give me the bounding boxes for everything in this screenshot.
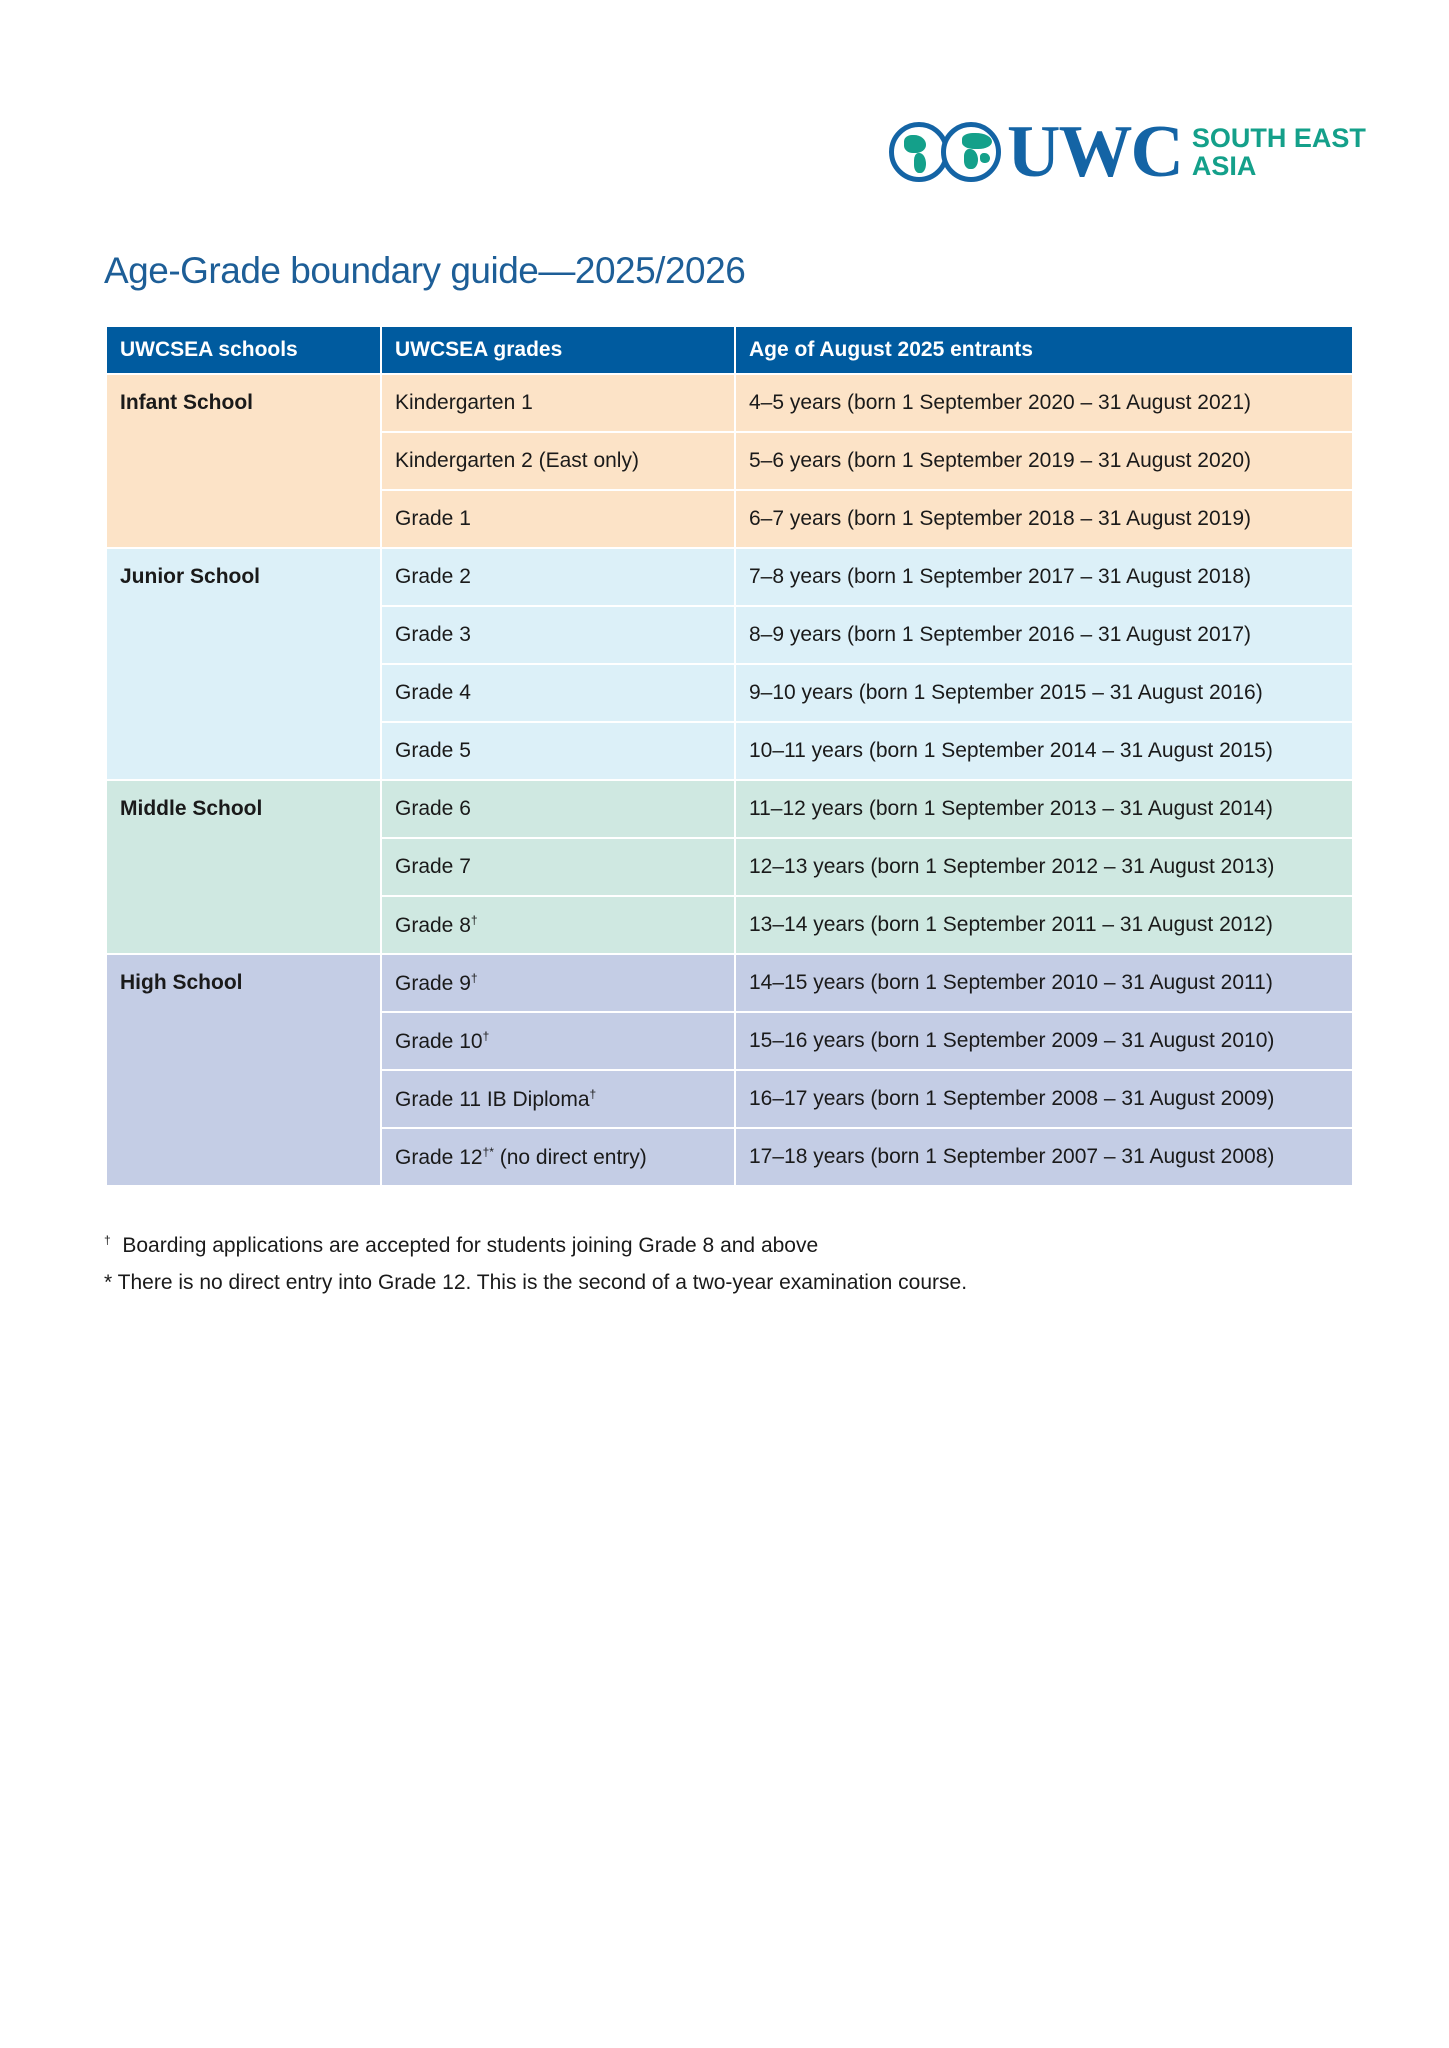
age-cell: 5–6 years (born 1 September 2019 – 31 August 2020)	[735, 432, 1353, 490]
table-header-row	[106, 326, 1353, 374]
grade-cell	[381, 374, 735, 432]
header-age: Age of August 2025 entrants	[735, 326, 1353, 374]
header-schools: UWCSEA schools	[106, 326, 381, 374]
grade-cell	[381, 606, 735, 664]
age-grade-table	[105, 325, 1354, 1187]
school-cell: Infant School	[106, 374, 381, 548]
grade-suffix: (no direct entry)	[493, 1145, 647, 1169]
table-row	[106, 548, 1353, 606]
grade-cell	[381, 896, 735, 954]
grade-cell	[381, 722, 735, 780]
header-grades: UWCSEA grades	[381, 326, 735, 374]
grade-label: Grade 12	[395, 1145, 483, 1169]
grade-cell	[381, 1012, 735, 1070]
age-cell: 9–10 years (born 1 September 2015 – 31 August 2016)	[735, 664, 1353, 722]
school-cell: High School	[106, 954, 381, 1186]
grade-cell	[381, 490, 735, 548]
table-row	[106, 954, 1353, 1012]
grade-label: Grade 5	[395, 739, 471, 762]
age-cell: 11–12 years (born 1 September 2013 – 31 August 2014)	[735, 780, 1353, 838]
grade-cell	[381, 1128, 735, 1186]
table-row	[106, 374, 1353, 432]
page-title: Age-Grade boundary guide—2025/2026	[104, 250, 746, 291]
logo-wordmark: UWC	[1007, 111, 1182, 193]
age-cell: 6–7 years (born 1 September 2018 – 31 August 2019)	[735, 490, 1353, 548]
grade-label: Grade 8	[395, 913, 471, 937]
grade-label: Grade 11 IB Diploma	[395, 1087, 590, 1111]
grade-label: Grade 6	[395, 797, 471, 820]
grade-mark: †	[589, 1086, 597, 1101]
table-row	[106, 780, 1353, 838]
grade-label: Grade 2	[395, 565, 471, 588]
grade-label: Kindergarten 1	[395, 391, 533, 414]
uwcsea-logo	[889, 111, 1366, 193]
grade-cell	[381, 1070, 735, 1128]
footnote-text: Boarding applications are accepted for students joining Grade 8 and above	[122, 1234, 819, 1257]
globe-icon	[889, 122, 1001, 182]
grade-label: Grade 7	[395, 855, 471, 878]
age-cell: 8–9 years (born 1 September 2016 – 31 August 2017)	[735, 606, 1353, 664]
grade-label: Kindergarten 2 (East only)	[395, 449, 639, 472]
school-cell: Middle School	[106, 780, 381, 954]
age-cell: 14–15 years (born 1 September 2010 – 31 August 2011)	[735, 954, 1353, 1012]
age-cell: 13–14 years (born 1 September 2011 – 31 August 2012)	[735, 896, 1353, 954]
grade-mark: †*	[482, 1144, 494, 1159]
grade-mark: †	[470, 970, 478, 985]
footnote-mark: *	[104, 1271, 113, 1294]
age-cell: 7–8 years (born 1 September 2017 – 31 August 2018)	[735, 548, 1353, 606]
age-cell: 12–13 years (born 1 September 2012 – 31 August 2013)	[735, 838, 1353, 896]
grade-label: Grade 3	[395, 623, 471, 646]
logo-subtitle-line2: ASIA	[1191, 151, 1257, 181]
grade-cell	[381, 664, 735, 722]
age-cell: 10–11 years (born 1 September 2014 – 31 August 2015)	[735, 722, 1353, 780]
footnotes	[104, 1222, 967, 1301]
age-cell: 4–5 years (born 1 September 2020 – 31 August 2021)	[735, 374, 1353, 432]
grade-label: Grade 4	[395, 681, 471, 704]
school-cell: Junior School	[106, 548, 381, 780]
grade-label: Grade 9	[395, 971, 471, 995]
grade-label: Grade 1	[395, 507, 471, 530]
grade-cell	[381, 780, 735, 838]
grade-cell	[381, 838, 735, 896]
footnote-grade12	[104, 1264, 967, 1301]
footnote-mark: †	[104, 1233, 111, 1247]
logo-subtitle	[1192, 124, 1366, 180]
logo-subtitle-line1: SOUTH EAST	[1191, 123, 1366, 153]
grade-mark: †	[470, 912, 478, 927]
age-cell: 17–18 years (born 1 September 2007 – 31 August 2008)	[735, 1128, 1353, 1186]
grade-mark: †	[482, 1028, 490, 1043]
age-cell: 16–17 years (born 1 September 2008 – 31 August 2009)	[735, 1070, 1353, 1128]
grade-cell	[381, 548, 735, 606]
footnote-text: There is no direct entry into Grade 12. This is the second of a two-year examination course.	[117, 1271, 968, 1294]
grade-cell	[381, 432, 735, 490]
footnote-boarding	[104, 1222, 967, 1264]
grade-cell	[381, 954, 735, 1012]
age-cell: 15–16 years (born 1 September 2009 – 31 August 2010)	[735, 1012, 1353, 1070]
grade-label: Grade 10	[395, 1029, 483, 1053]
